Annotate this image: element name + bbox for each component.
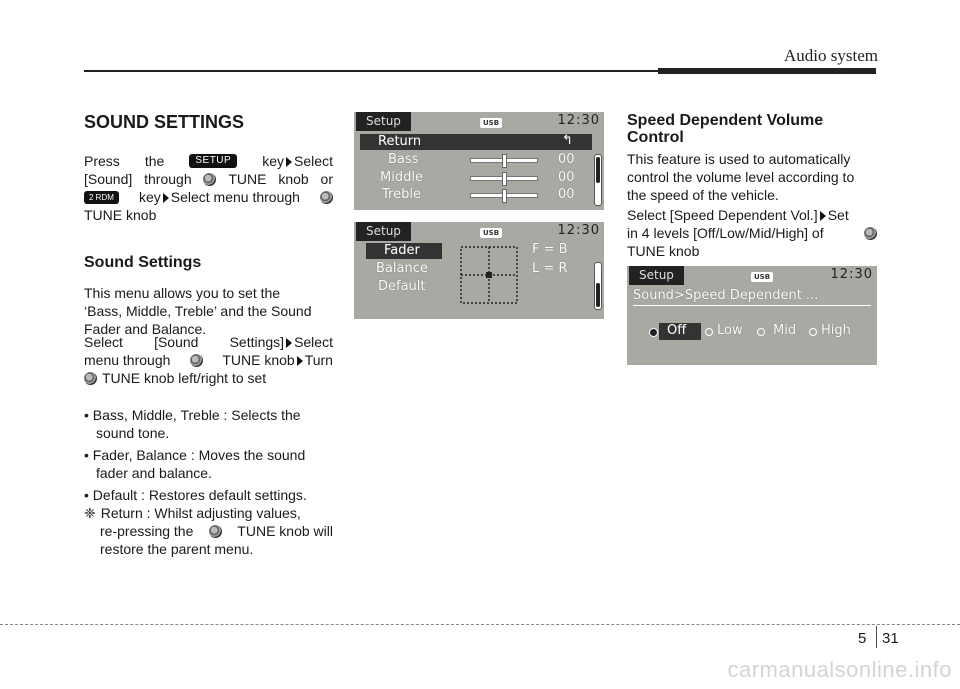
header-title: Audio system (784, 46, 878, 65)
bullet-list (84, 406, 333, 508)
lcd-option: Low (717, 323, 743, 338)
treble-slider (470, 193, 538, 198)
instr-word: [Sound (154, 334, 199, 350)
intro-word: TUNE knob (84, 207, 157, 223)
lcd-menu-item: Fader (384, 243, 420, 258)
speed-volume-heading (627, 112, 823, 146)
lcd-row-label: Treble (382, 187, 421, 202)
intro-word: [Sound] (84, 171, 133, 187)
arrow-right-icon (163, 193, 169, 203)
intro-word: Select (294, 153, 333, 169)
lcd-clock: 12:30 (557, 223, 600, 238)
intro-word: or (320, 171, 333, 187)
desc-line: the speed of the vehicle. (627, 187, 779, 203)
arrow-right-icon (286, 157, 292, 167)
arrow-right-icon (820, 211, 826, 221)
rdm-key-icon: 2 RDM (84, 191, 119, 204)
intro-word: Press (84, 153, 120, 169)
chapter-number: 5 (858, 630, 867, 647)
tune-knob-icon (320, 191, 333, 204)
lcd-option: Off (667, 323, 687, 338)
tune-knob-icon (84, 372, 97, 385)
note-text: Return : Whilst adjusting values, (100, 505, 301, 521)
intro-word: key (262, 153, 285, 169)
lcd-divider (633, 305, 871, 306)
intro-word: key (138, 189, 161, 205)
middle-slider (470, 176, 538, 181)
list-item (84, 446, 333, 482)
intro-word: the (144, 153, 165, 169)
return-icon: ↰ (562, 133, 573, 148)
bass-slider (470, 158, 538, 163)
sound-settings-description (84, 284, 333, 338)
heading-line: Control (627, 129, 684, 146)
lcd-screen-speed-volume (627, 266, 877, 365)
lcd-screen-fader (354, 222, 604, 319)
instr-word: Select [Speed Dependent Vol.] (627, 207, 818, 223)
intro-word: through (144, 171, 192, 187)
instr-word: TUNE knob (627, 243, 700, 259)
instr-word: TUNE knob left/right to set (102, 370, 267, 386)
note-text: TUNE knob will (237, 523, 333, 539)
fader-balance-grid (460, 246, 518, 304)
instr-word: Select (84, 334, 123, 350)
instr-word: Settings] (229, 334, 285, 350)
lcd-option: High (821, 323, 851, 338)
usb-badge: USB (480, 118, 502, 128)
bullet-text: fader and balance. (96, 465, 212, 481)
heading-line: Speed Dependent Volume (627, 112, 824, 129)
desc-line: This feature is used to automatically (627, 151, 851, 167)
lcd-option: Mid (773, 323, 797, 338)
instr-word: TUNE knob (222, 352, 295, 368)
intro-word: TUNE (228, 171, 267, 187)
list-item (84, 406, 333, 442)
lcd-screen-sound-eq (354, 112, 604, 210)
lcd-clock: 12:30 (830, 267, 873, 282)
header-rule-accent (658, 68, 876, 74)
setup-key-icon: SETUP (189, 154, 237, 168)
list-item (84, 486, 333, 504)
footer-rule (0, 624, 960, 625)
note (84, 504, 333, 558)
instr-word: Select (294, 334, 333, 350)
lcd-menu-item: Balance (376, 261, 428, 276)
intro-word: knob (278, 171, 309, 187)
desc-line: Fader and Balance. (84, 321, 207, 337)
section-heading: SOUND SETTINGS (84, 112, 245, 132)
header-rule (84, 70, 674, 72)
lcd-path: Sound>Speed Dependent ... (633, 288, 819, 303)
radio-selected-icon (649, 328, 658, 337)
desc-line: This menu allows you to set the (84, 285, 281, 301)
note-icon: ❈ (84, 505, 96, 521)
radio-icon (809, 328, 817, 336)
tune-knob-icon (209, 525, 222, 538)
intro-paragraph (84, 152, 333, 224)
note-text: restore the parent menu. (100, 541, 254, 557)
middle-value: 00 (558, 170, 575, 185)
radio-icon (705, 328, 713, 336)
instr-word: in 4 levels [Off/Low/Mid/High] of (627, 225, 824, 241)
bullet-text: • Default : Restores default settings. (84, 487, 307, 503)
intro-word: Select menu through (170, 189, 300, 205)
lcd-tab: Setup (629, 266, 684, 285)
instr-word: menu through (84, 352, 171, 368)
lcd-scrollbar (594, 262, 602, 310)
speed-volume-description (627, 150, 877, 204)
fader-value: F = B (532, 242, 568, 257)
desc-line: ‘Bass, Middle, Treble’ and the Sound (84, 303, 312, 319)
bullet-text: sound tone. (96, 425, 170, 441)
lcd-menu-item: Default (378, 279, 426, 294)
usb-badge: USB (480, 228, 502, 238)
select-instructions (84, 333, 333, 387)
tune-knob-icon (190, 354, 203, 367)
tune-knob-icon (864, 227, 877, 240)
speed-volume-instructions (627, 206, 877, 260)
watermark: carmanualsonline.info (727, 657, 952, 682)
instr-word: Set (827, 207, 849, 223)
bass-value: 00 (558, 152, 575, 167)
radio-icon (757, 328, 765, 336)
sub-heading: Sound Settings (84, 254, 202, 271)
lcd-tab: Setup (356, 222, 411, 241)
desc-line: control the volume level according to (627, 169, 855, 185)
arrow-right-icon (286, 338, 292, 348)
lcd-tab: Setup (356, 112, 411, 131)
arrow-right-icon (297, 356, 303, 366)
lcd-scrollbar (594, 154, 602, 206)
lcd-row-label: Middle (380, 170, 423, 185)
usb-badge: USB (751, 272, 773, 282)
page-divider (876, 626, 877, 648)
lcd-row-label: Bass (388, 152, 419, 167)
balance-value: L = R (532, 261, 568, 276)
page-number: 31 (882, 630, 899, 647)
instr-word: Turn (304, 352, 333, 368)
lcd-clock: 12:30 (557, 113, 600, 128)
lcd-row-label: Return (378, 134, 422, 149)
treble-value: 00 (558, 187, 575, 202)
note-text: re-pressing the (100, 523, 194, 539)
tune-knob-icon (203, 173, 216, 186)
bullet-text: • Bass, Middle, Treble : Selects the (84, 407, 301, 423)
bullet-text: • Fader, Balance : Moves the sound (84, 447, 306, 463)
